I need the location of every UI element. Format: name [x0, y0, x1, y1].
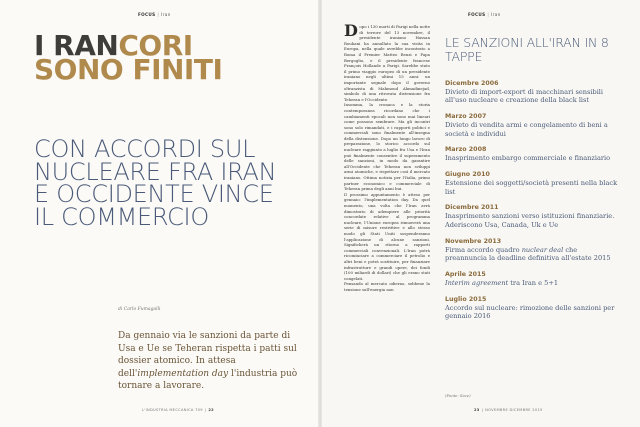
timeline-item: [445, 204, 621, 229]
headline-line-1: I RANCORI: [34, 29, 193, 62]
timeline-date: Giugno 2010: [445, 171, 490, 179]
timeline-item: [445, 171, 621, 196]
timeline-item: [445, 238, 621, 263]
running-head-right: FOCUS | Iran: [468, 12, 501, 17]
source-note: (Fonte: Sace): [445, 393, 471, 398]
timeline-date: Dicembre 2011: [445, 204, 499, 212]
timeline-italic-text: nuclear deal: [521, 245, 564, 254]
timeline-item: [445, 80, 621, 105]
article-body: [344, 21, 430, 293]
article-text: opo i 130 morti di Parigi nella notte di terrore del 13 novembre, il presidente iraniano Hassan Rouhani ha annullato la sua visita in Europa, nella quale avrebbe incontrato a Roma il Premier Matteo Renzi e Papa Bergoglio, e il presidente francese François Hollande a Parigi. Sarebbe stato il primo viaggio europeo di un presidente iraniano negli ultimi 15 anni: un importante segnale dopo il governo oltranzista di Mahmoud Ahmadinejad, simbolo di una ritrovata distensione fra Teheran e l'Occidente. Insomma, la cronaca e la storia contemporanea ricordano che i cambiamenti epocali non sono mai lineari come possono sembrare. Ma gli incontri sono solo rimandati, e i rapporti politici e commerciali sono finalmente all'insegna della distensione. Dopo un lungo lavoro di preparazione, lo storico accordo sul nucleare raggiunto a luglio fra Usa e l'Iran può finalmente consentire il superamento delle sanzioni, in modo da garantire all'Occidente che Teheran non sviluppi armi atomiche, e rispettare così il mercato iraniano. Ottima notizia per l'Italia, primo partner economico e commerciale di Teheran prima degli anni bui. Il prossimo appuntamento è atteso per gennaio: l'implementation day. Da quel momento, una volta che l'Iran avrà dimostrato di adempiere alle priorità concordate relative al programma nucleare, l'Unione europea rimuoverà una serie di misure restrittive e allo stesso modo gli Stati Uniti sospenderanno l'applicazione di alcune sanzioni. Significherà un ritorno a rapporti commerciali convenzionali. L'Iran potrà ricominciare a commerciare il petrolio e altri beni e potrà sostituire, per finanziare infrastrutture e grandi opere, dei fondi (100 miliardi di dollari) che gli erano stati congelati. Pensando al mercato odierno, sebbene la tensione sull'energia non: [344, 24, 430, 292]
publication-name: L'INDUSTRIA MECCANICA 709: [142, 408, 203, 412]
timeline-item: [445, 113, 621, 138]
timeline-item: [445, 146, 621, 162]
section-label: FOCUS: [138, 12, 156, 17]
headline-line-2: SONO FINITI: [34, 53, 223, 86]
timeline-text: Accordo sul nucleare: rimozione delle sanzioni per gennaio 2016: [445, 303, 615, 321]
topic-label: Iran: [161, 12, 171, 17]
timeline-date: Aprile 2015: [445, 270, 486, 278]
subheadline: CON ACCORDI SUL NUCLEARE FRA IRAN E OCCIDENTE VINCE IL COMMERCIO: [34, 135, 277, 231]
sidebar-title: LE SANZIONI ALL'IRAN IN 8 TAPPE: [445, 35, 609, 64]
timeline-text: Divieto di vendita armi e congelamento di beni a società e individui: [445, 121, 608, 138]
byline: di Carlo Fumagalli: [118, 307, 161, 312]
timeline-text: Estensione dei soggetti/società presenti nella black list: [445, 179, 618, 196]
timeline-date: Marzo 2008: [445, 146, 487, 154]
page-number-right: 23: [474, 408, 480, 412]
timeline-item: [445, 296, 621, 321]
headline: [34, 29, 223, 86]
timeline-date: Novembre 2013: [445, 237, 502, 245]
standfirst: Da gennaio via le sanzioni da parte di Usa e Ue se Teheran rispetta i patti sul dossier atomico. In attesa dell'implementation day l'industria può tornare a lavorare.: [118, 331, 298, 391]
timeline-item: [445, 271, 621, 287]
headline-gold-text: CORI: [118, 29, 193, 62]
timeline-text: Inasprimento embargo commerciale e finanziario: [445, 154, 611, 163]
timeline-text: Divieto di import-export di macchinari sensibili all'uso nucleare e creazione della black list: [445, 88, 604, 105]
running-head: FOCUS | Iran: [138, 12, 171, 17]
folio-right: 23 | NOVEMBRE DICEMBRE 2015: [474, 408, 543, 412]
timeline-date: Marzo 2007: [445, 113, 487, 121]
issue-date: NOVEMBRE DICEMBRE 2015: [485, 408, 543, 412]
standfirst-italic: implementation day: [137, 368, 229, 379]
timeline-italic-text: Interim agreement: [445, 278, 509, 287]
sanctions-timeline: [445, 80, 621, 329]
drop-cap: D: [344, 21, 358, 40]
timeline-date: Luglio 2015: [445, 295, 487, 303]
timeline-text: Inasprimento sanzioni verso istituzioni finanziarie. Aderiscono Usa, Canada, Uk e Ue: [445, 212, 615, 229]
folio-left: L'INDUSTRIA MECCANICA 709 | 22: [142, 408, 214, 412]
timeline-date: Dicembre 2006: [445, 80, 499, 87]
spread-gutter: [318, 0, 322, 427]
page-number-left: 22: [208, 408, 214, 412]
timeline-text: Interim agreement tra Iran e 5+1: [445, 278, 559, 287]
timeline-text: Firma accordo quadro nuclear deal che preannuncia la deadline definitiva all'estate 2015: [445, 245, 611, 263]
